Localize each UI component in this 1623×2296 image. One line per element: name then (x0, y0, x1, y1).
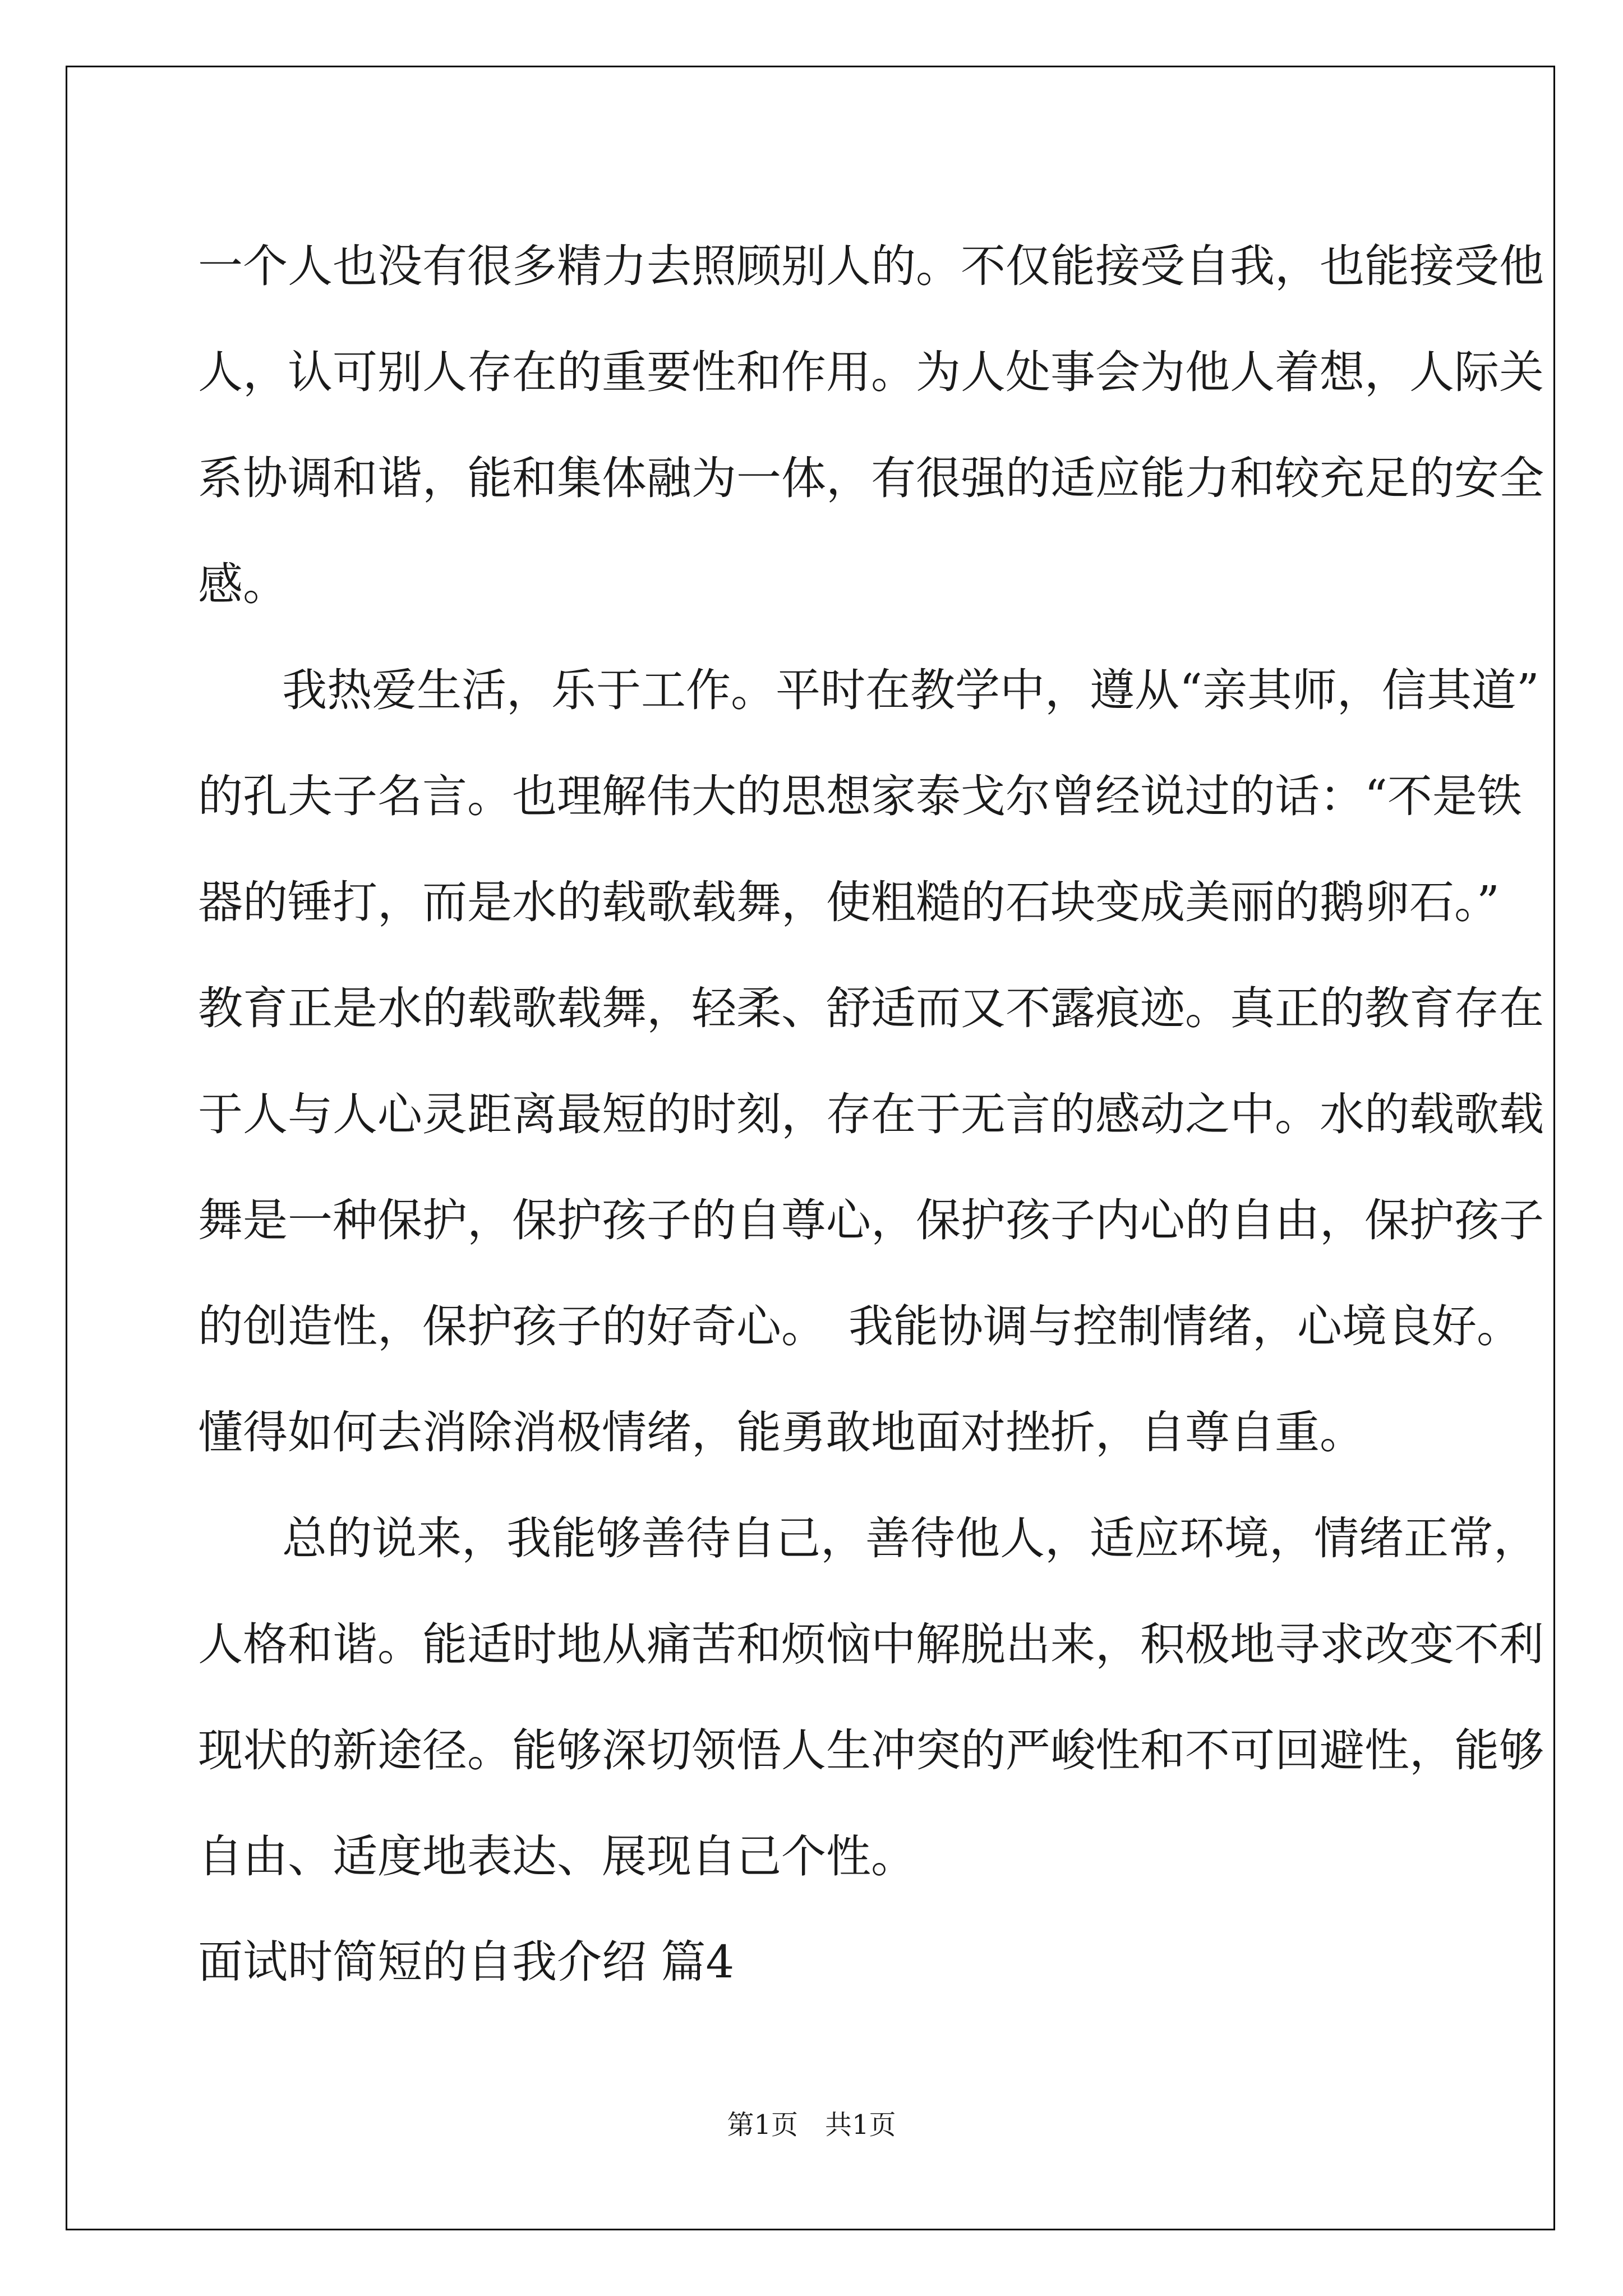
text-line: 自由、适度地表达、展现自己个性。 (198, 1830, 916, 1883)
text-line: 于人与人心灵距离最短的时刻，存在于无言的感动之中。水的载歌载 (198, 1088, 1544, 1140)
text-line: 的孔夫子名言。也理解伟大的思想家泰戈尔曾经说过的话：“不是铁 (198, 770, 1522, 822)
text-line: 教育正是水的载歌载舞，轻柔、舒适而又不露痕迹。真正的教育存在 (198, 982, 1544, 1034)
text-line: 的创造性，保护孩子的好奇心。 我能协调与控制情绪，心境良好。 (198, 1300, 1521, 1352)
text-line: 舞是一种保护，保护孩子的自尊心，保护孩子内心的自由，保护孩子 (198, 1194, 1544, 1246)
text-line: 系协调和谐，能和集体融为一体，有很强的适应能力和较充足的安全 (198, 452, 1544, 504)
text-line: 总的说来，我能够善待自己，善待他人，适应环境，情绪正常， (282, 1512, 1538, 1565)
section-heading: 面试时简短的自我介绍 篇4 (198, 1936, 735, 1988)
text-line: 感。 (198, 558, 288, 610)
text-line: 一个人也没有很多精力去照顾别人的。不仅能接受自我，也能接受他 (198, 240, 1544, 292)
text-line: 我热爱生活，乐于工作。平时在教学中，遵从“亲其师，信其道” (282, 664, 1539, 716)
document-body (198, 213, 1544, 1910)
text-line: 人，认可别人存在的重要性和作用。为人处事会为他人着想，人际关 (198, 346, 1544, 398)
text-line: 人格和谐。能适时地从痛苦和烦恼中解脱出来，积极地寻求改变不利 (198, 1618, 1544, 1671)
text-line: 现状的新途径。能够深切领悟人生冲突的严峻性和不可回避性，能够 (198, 1724, 1544, 1777)
text-line: 懂得如何去消除消极情绪，能勇敢地面对挫折，自尊自重。 (198, 1406, 1364, 1458)
page-footer: 第1页 共1页 (727, 2109, 896, 2141)
text-line: 器的锤打，而是水的载歌载舞，使粗糙的石块变成美丽的鹅卵石。” (198, 876, 1500, 928)
